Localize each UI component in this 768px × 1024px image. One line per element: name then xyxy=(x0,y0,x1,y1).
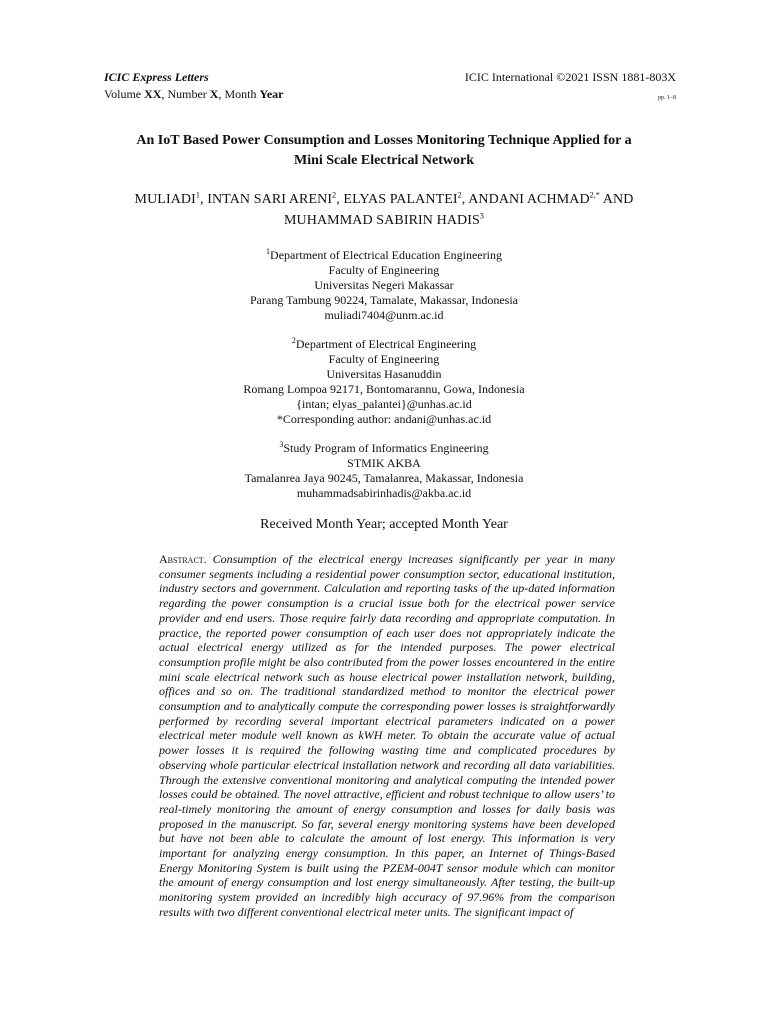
affiliation-1 xyxy=(90,248,678,323)
received-dates: Received Month Year; accepted Month Year xyxy=(260,517,508,532)
affiliation-1-sup: 1 xyxy=(266,247,271,256)
volume-number: XX xyxy=(144,87,162,101)
author-2: , INTAN SARI ARENI xyxy=(200,192,333,207)
journal-name: ICIC Express Letters xyxy=(104,70,209,84)
affiliation-2-faculty: Faculty of Engineering xyxy=(328,352,440,366)
affiliation-1-university: Universitas Negeri Makassar xyxy=(314,278,454,292)
volume-prefix: Volume xyxy=(104,87,142,101)
affiliation-3-sup: 3 xyxy=(279,440,284,449)
author-list xyxy=(90,189,678,231)
month-label: , Month xyxy=(218,87,257,101)
author-and: AND xyxy=(599,192,634,207)
author-3: , ELYAS PALANTEI xyxy=(336,192,458,207)
affiliation-1-faculty: Faculty of Engineering xyxy=(328,263,440,277)
year-label: Year xyxy=(259,87,284,101)
page-range: pp. 1–8 xyxy=(658,95,676,101)
author-5-sup: 3 xyxy=(479,211,484,221)
affiliation-2-dept: Department of Electrical Engineering xyxy=(295,337,477,351)
affiliation-2-university: Universitas Hasanuddin xyxy=(326,367,442,381)
affiliation-2 xyxy=(90,337,678,427)
title-line-2: Mini Scale Electrical Network xyxy=(293,153,474,168)
title-line-1: An IoT Based Power Consumption and Losses Monitoring Technique Applied for a xyxy=(136,133,632,148)
affiliation-2-address: Romang Lompoa 92171, Bontomarannu, Gowa, Indonesia xyxy=(243,382,525,396)
abstract xyxy=(159,552,615,920)
authors-line-2 xyxy=(90,210,678,231)
affiliation-3 xyxy=(90,441,678,501)
author-1-sup: 1 xyxy=(195,190,200,200)
running-header-right xyxy=(465,69,676,107)
author-3-sup: 2 xyxy=(457,190,462,200)
author-1: MULIADI xyxy=(134,192,196,207)
affiliation-3-dept: Study Program of Informatics Engineering xyxy=(283,441,489,455)
corresponding-author: *Corresponding author: andani@unhas.ac.id xyxy=(276,412,492,426)
authors-line-1 xyxy=(90,189,678,210)
affiliation-2-sup: 2 xyxy=(291,336,296,345)
affiliation-3-institution: STMIK AKBA xyxy=(347,456,421,470)
volume-line xyxy=(104,86,283,103)
author-2-sup: 2 xyxy=(332,190,337,200)
affiliation-1-address: Parang Tambung 90224, Tamalate, Makassar, Indonesia xyxy=(250,293,518,307)
affiliation-3-email: muhammadsabirinhadis@akba.ac.id xyxy=(296,486,472,500)
issue-number: X xyxy=(209,87,219,101)
abstract-text: Consumption of the electrical energy increases significantly per year in many consumer segments including a residential power consumption sector, educational institution, industry sectors and government. Calculation and reporting tasks of the up-dated information regarding the power consumption is a crucial issue both for the electrical power service provider and end users. Those require fairly data recording and appropriate computation. In practice, the reported power consumption of each user does not appropriately indicate the actual electrical energy utilized as for the intended purposes. The power electrical consumption profile might be also contributed from the power losses encountered in the entire mini scale electrical network such as house electrical power installation network, building, offices and so on. The traditional standardized method to monitor the electrical power consumption and to analytically compute the corresponding power losses is straightforwardly performed by recording several important electrical parameters indicated on a power electrical meter module well known as kWH meter. To obtain the accurate value of actual power losses it is required the following wasting time and complicated procedures by observing whole particular electrical installation network and recording all data variabilities. Through the extensive conventional monitoring and analytical computing the intended power losses could be obtained. The novel attractive, efficient and robust technique to allow users’ to real-timely monitoring the amount of energy consumption and losses for daily basis was proposed in the manuscript. So far, several energy monitoring systems have been developed but have not been able to calculate the amount of lost energy. This information is very important for analyzing energy consumption. In this paper, an Internet of Things-Based Energy Monitoring System is built using the PZEM-004T sensor module which can monitor the amount of energy consumption and lost energy simultaneously. After testing, the built-up monitoring system provided an incredibly high accuracy of 97.96% from the comparison results with two different conventional electrical meter units. The significant impact of xyxy=(159,552,615,919)
affiliation-3-address: Tamalanrea Jaya 90245, Tamalanrea, Makassar, Indonesia xyxy=(244,471,524,485)
running-header-left xyxy=(104,69,283,103)
abstract-label: Abstract. xyxy=(159,552,213,566)
affiliation-1-email: muliadi7404@unm.ac.id xyxy=(324,308,444,322)
number-prefix: , Number xyxy=(161,87,207,101)
author-4: , ANDANI ACHMAD xyxy=(461,192,590,207)
affiliation-2-email: {intan; elyas_palantei}@unhas.ac.id xyxy=(296,397,472,411)
paper-title xyxy=(90,131,678,171)
publisher-issn: ICIC International ©2021 ISSN 1881-803X xyxy=(464,70,676,84)
author-5: MUHAMMAD SABIRIN HADIS xyxy=(284,213,480,228)
author-4-sup: 2,* xyxy=(589,190,600,200)
affiliation-1-dept: Department of Electrical Education Engineering xyxy=(270,248,502,262)
